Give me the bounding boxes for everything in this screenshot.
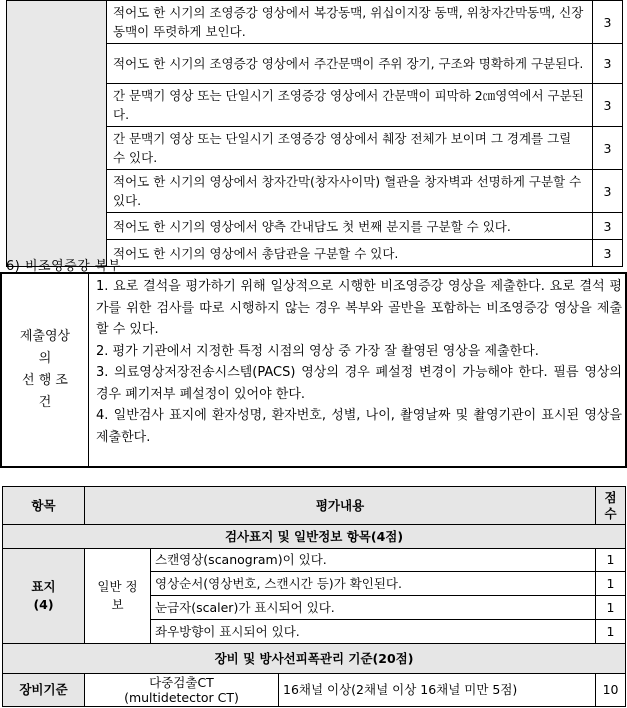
score-cell: 1	[596, 549, 626, 572]
label-line: 건	[38, 395, 52, 410]
header-item: 항목	[3, 487, 85, 525]
table-row	[3, 549, 626, 572]
condition-item: 2. 평가 기관에서 지정한 특정 시점의 영상 중 가장 잘 촬영된 영상을 제출한다.	[96, 343, 539, 359]
criteria-text: 눈금자(scaler)가 표시되어 있다.	[151, 596, 596, 620]
criteria-text: 적어도 한 시기의 영상에서 총담관을 구분할 수 있다.	[107, 240, 593, 267]
label-line: 제출영상	[19, 329, 71, 344]
evaluation-table-noncontrast	[2, 486, 626, 707]
criteria-text: 적어도 한 시기의 조영증강 영상에서 주간문맥이 주위 장기, 구조와 명확하게 구분된다.	[107, 44, 593, 84]
sub-item-line: 보	[111, 597, 124, 612]
sub-item-label	[85, 549, 151, 644]
conditions-label	[2, 274, 89, 466]
score-cell: 10	[596, 674, 626, 707]
section-heading: 검사표지 및 일반정보 항목(4점)	[3, 525, 626, 549]
condition-item: 1. 요로 결석을 평가하기 위해 일상적으로 시행한 비조영증강 영상을 제출한다. 요로 결석 평가를 위한 검사를 따로 시행하지 않는 경우 복부와 골반을 포함하는 비조영증강 영상을 제출할 수 있다.	[96, 279, 622, 337]
table-row	[7, 1, 623, 44]
sub-item-line: 일반 정	[97, 579, 138, 594]
score-cell: 1	[596, 620, 626, 644]
item-label-line: 표지	[31, 579, 56, 594]
header-score-line: 수	[604, 505, 617, 521]
table-row	[3, 674, 626, 707]
score-cell: 1	[596, 572, 626, 596]
equipment-name	[85, 674, 279, 707]
score-cell: 3	[593, 84, 623, 127]
header-score-line: 점	[604, 489, 617, 505]
item-label	[3, 549, 85, 644]
condition-item: 3. 의료영상저장전송시스템(PACS) 영상의 경우 폐설정 변경이 가능해야 한다. 필름 영상의 경우 폐기저부 폐설정이 있어야 한다.	[96, 365, 622, 402]
score-cell: 3	[593, 240, 623, 267]
conditions-list	[96, 276, 622, 448]
equipment-name-line: (multidetector CT)	[124, 690, 239, 705]
equipment-name-line: 다중검출CT	[149, 675, 214, 690]
header-row	[3, 487, 626, 525]
score-cell: 3	[593, 170, 623, 213]
criteria-text: 적어도 한 시기의 조영증강 영상에서 복강동맥, 위십이지장 동맥, 위창자간막동맥, 신장동맥이 뚜렷하게 보인다.	[107, 1, 593, 44]
criteria-text: 적어도 한 시기의 영상에서 양측 간내담도 첫 번째 분지를 구분할 수 있다.	[107, 213, 593, 240]
equipment-label: 장비기준	[3, 674, 85, 707]
label-line: 의	[38, 351, 52, 366]
score-cell: 1	[596, 596, 626, 620]
section-row	[3, 644, 626, 674]
label-line: 선 행 조	[22, 373, 68, 388]
submission-conditions-box	[0, 272, 627, 468]
category-cell	[7, 1, 107, 267]
section-row	[3, 525, 626, 549]
item-label-line: (4)	[33, 597, 54, 612]
criteria-text: 16채널 이상(2채널 이상 16채널 미만 5점)	[279, 674, 596, 707]
section-heading: 장비 및 방사선피폭관리 기준(20점)	[3, 644, 626, 674]
score-cell: 3	[593, 127, 623, 170]
evaluation-table-contrast	[6, 0, 623, 267]
score-cell: 3	[593, 213, 623, 240]
criteria-text: 간 문맥기 영상 또는 단일시기 조영증강 영상에서 췌장 전체가 보이며 그 경계를 그릴 수 있다.	[107, 127, 593, 170]
score-cell: 3	[593, 1, 623, 44]
criteria-text: 간 문맥기 영상 또는 단일시기 조영증강 영상에서 간문맥이 피막하 2㎝영역에서 구분된다.	[107, 84, 593, 127]
header-score	[596, 487, 626, 525]
section-title: 6) 비조영증강 복부	[6, 259, 122, 274]
criteria-text: 좌우방향이 표시되어 있다.	[151, 620, 596, 644]
criteria-text: 스캔영상(scanogram)이 있다.	[151, 549, 596, 572]
header-content: 평가내용	[85, 487, 596, 525]
score-cell: 3	[593, 44, 623, 84]
criteria-text: 영상순서(영상번호, 스캔시간 등)가 확인된다.	[151, 572, 596, 596]
criteria-text: 적어도 한 시기의 영상에서 창자간막(창자사이막) 혈관을 창자벽과 선명하게 구분할 수 있다.	[107, 170, 593, 213]
condition-item: 4. 일반검사 표지에 환자성명, 환자번호, 성별, 나이, 촬영날짜 및 촬영기관이 표시된 영상을 제출한다.	[96, 408, 622, 445]
